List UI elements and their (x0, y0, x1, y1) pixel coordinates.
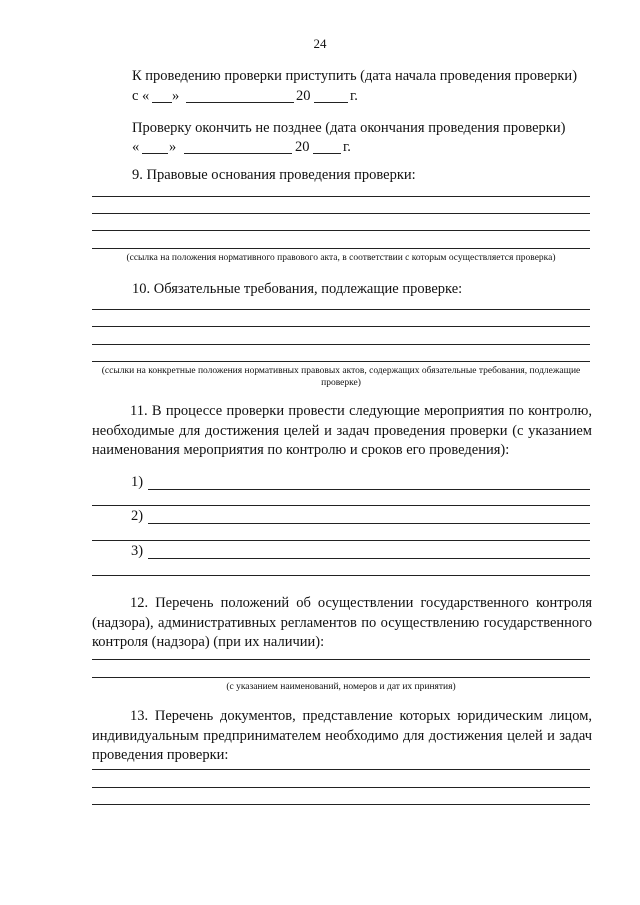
start-year-blank[interactable] (314, 102, 348, 103)
section-10-line-1[interactable] (92, 309, 590, 310)
section-11-item-2-line-a[interactable] (148, 523, 590, 524)
section-12-note: (с указанием наименований, номеров и дат их принятия) (226, 682, 456, 692)
section-11-item-1-line-a[interactable] (148, 489, 590, 490)
section-10-title: 10. Обязательные требования, подлежащие проверке: (132, 281, 463, 297)
end-date-label: Проверку окончить не позднее (дата окончания проведения проверки) (132, 120, 566, 136)
start-year-suffix: г. (350, 88, 358, 104)
section-9-line-1[interactable] (92, 196, 590, 197)
section-9-line-2[interactable] (92, 213, 590, 214)
start-day-blank[interactable] (152, 102, 172, 103)
start-month-blank[interactable] (186, 102, 294, 103)
end-year: 20 (295, 139, 310, 155)
end-day-blank[interactable] (142, 153, 168, 154)
section-13-line-3[interactable] (92, 804, 590, 805)
section-10-line-4[interactable] (92, 361, 590, 362)
end-year-blank[interactable] (313, 153, 341, 154)
section-12-text: 12. Перечень положений об осуществлении государственного контроля (надзора), административных регламентов по осуществлению государственного контроля (надзора) (при их наличии): (92, 595, 592, 650)
end-month-blank[interactable] (184, 153, 292, 154)
section-12-line-1[interactable] (92, 659, 590, 660)
start-year: 20 (296, 88, 311, 104)
section-11-item-1-line-b[interactable] (92, 505, 590, 506)
start-date-mid: » (172, 88, 180, 104)
section-9-title: 9. Правовые основания проведения проверки: (132, 167, 416, 183)
section-10-note: (ссылки на конкретные положения нормативных правовых актов, содержащих обязательные требования, подлежащие проверке) (101, 366, 581, 388)
section-12-line-2[interactable] (92, 677, 590, 678)
section-10-line-3[interactable] (92, 344, 590, 345)
section-9-note: (ссылка на положения нормативного правового акта, в соответствии с которым осуществляется проверка) (126, 253, 556, 263)
end-date-mid: » (169, 139, 177, 155)
section-11-item-3-number: 3) (131, 543, 144, 559)
section-11-item-3-line-a[interactable] (148, 558, 590, 559)
section-11-item-2-number: 2) (131, 508, 144, 524)
section-10-line-2[interactable] (92, 326, 590, 327)
section-11-item-2-line-b[interactable] (92, 540, 590, 541)
section-11-item-1-number: 1) (131, 474, 144, 490)
start-date-prefix: с « (132, 88, 150, 104)
page-number: 24 (313, 36, 327, 51)
end-year-suffix: г. (343, 139, 351, 155)
section-13-text: 13. Перечень документов, представление которых юридическим лицом, индивидуальным предпринимателем необходимо для достижения целей и задач проведения проверки: (92, 708, 592, 763)
section-11-item-3-line-b[interactable] (92, 575, 590, 576)
end-date-prefix: « (132, 139, 140, 155)
section-11-text: 11. В процессе проверки провести следующие мероприятия по контролю, необходимые для достижения целей и задач проведения проверки (с указанием наименования мероприятия по контролю и сроков его проведения): (92, 403, 592, 458)
section-13-line-1[interactable] (92, 769, 590, 770)
section-9-line-3[interactable] (92, 230, 590, 231)
section-13-line-2[interactable] (92, 787, 590, 788)
start-date-label: К проведению проверки приступить (дата начала проведения проверки) (132, 68, 578, 84)
section-9-line-4[interactable] (92, 248, 590, 249)
